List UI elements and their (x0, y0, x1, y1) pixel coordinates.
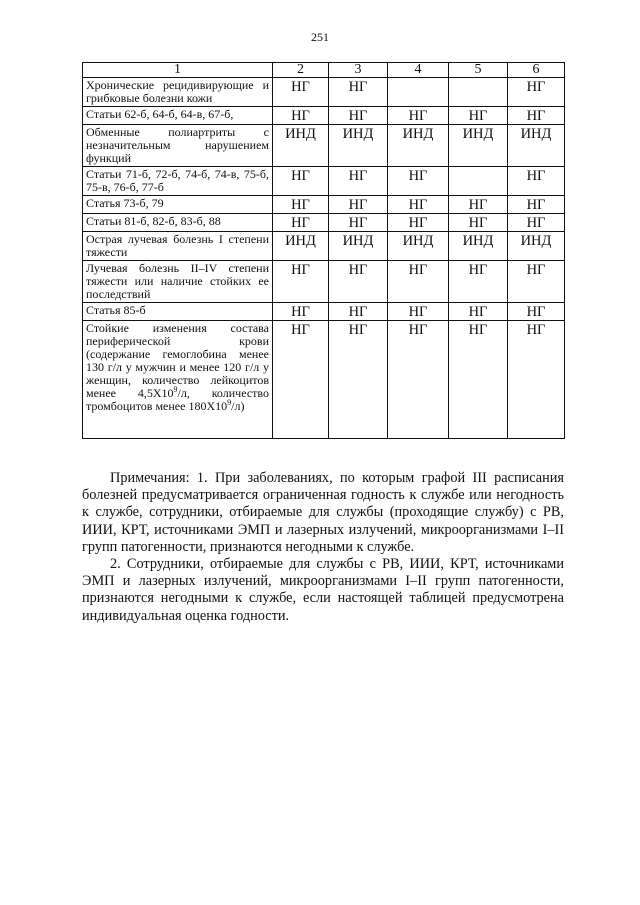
category-value: НГ (329, 78, 388, 107)
category-value: НГ (329, 196, 388, 214)
category-value: НГ (273, 214, 329, 232)
page-number: 251 (311, 30, 329, 44)
note-paragraph: 2. Сотрудники, отбираемые для службы с РВ, ИИИ, КРТ, источниками ЭМП и лазерных излучений, микроорганизмами I–II групп патогенности, признаются негодными к службе, если настоящей таблицей предусмотрена индивидуальная оценка годности. (82, 556, 564, 624)
category-value: ИНД (449, 232, 508, 261)
column-header: 4 (388, 63, 449, 78)
category-value: НГ (329, 321, 388, 439)
column-header: 1 (83, 63, 273, 78)
category-value: НГ (388, 321, 449, 439)
category-value: ИНД (508, 125, 565, 167)
category-value: НГ (329, 261, 388, 303)
disease-name: Лучевая болезнь II–IV степени тяжести или наличие стойких ее последствий (83, 261, 273, 303)
category-value: ИНД (388, 232, 449, 261)
table-row (83, 321, 565, 439)
table-row (83, 261, 565, 303)
category-value: НГ (508, 214, 565, 232)
category-value: НГ (273, 107, 329, 125)
fitness-table (82, 62, 565, 439)
category-value: НГ (329, 167, 388, 196)
category-value: НГ (273, 196, 329, 214)
category-value: НГ (273, 303, 329, 321)
category-value: НГ (388, 107, 449, 125)
disease-name: Статьи 71-б, 72-б, 74-б, 74-в, 75-б, 75-в, 76-б, 77-б (83, 167, 273, 196)
category-value: НГ (508, 261, 565, 303)
table-row (83, 125, 565, 167)
category-value: НГ (273, 321, 329, 439)
table-row (83, 167, 565, 196)
category-value: НГ (449, 196, 508, 214)
notes (82, 470, 564, 625)
category-value: НГ (508, 167, 565, 196)
disease-name: Обменные полиартриты с незначительным нарушением функций (83, 125, 273, 167)
table-row (83, 232, 565, 261)
category-value: НГ (508, 107, 565, 125)
category-value: НГ (388, 214, 449, 232)
category-value: НГ (329, 107, 388, 125)
category-value: НГ (508, 303, 565, 321)
category-value: НГ (449, 214, 508, 232)
disease-name: Статья 73-б, 79 (83, 196, 273, 214)
category-value: НГ (449, 303, 508, 321)
table-row (83, 78, 565, 107)
table-row (83, 214, 565, 232)
category-value: НГ (508, 321, 565, 439)
category-value: НГ (273, 261, 329, 303)
note-paragraph: Примечания: 1. При заболеваниях, по которым графой III расписания болезней предусматривается ограниченная годность к службе или негодность к службе, сотрудники, отбираемые для службы (проходящие службу) с РВ, ИИИ, КРТ, источниками ЭМП и лазерных излучений, микроорганизмами I–II групп патогенности, признаются негодными к службе. (82, 470, 564, 555)
category-value: НГ (329, 303, 388, 321)
category-value: НГ (508, 78, 565, 107)
disease-name: Статьи 81-б, 82-б, 83-б, 88 (83, 214, 273, 232)
category-value: НГ (388, 261, 449, 303)
column-header: 5 (449, 63, 508, 78)
category-value: НГ (329, 214, 388, 232)
category-value: НГ (388, 196, 449, 214)
category-value: ИНД (273, 232, 329, 261)
category-value: ИНД (388, 125, 449, 167)
column-header: 2 (273, 63, 329, 78)
table-row (83, 303, 565, 321)
disease-name: Статья 85-б (83, 303, 273, 321)
column-header: 3 (329, 63, 388, 78)
category-value: ИНД (508, 232, 565, 261)
category-value (388, 78, 449, 107)
category-value: НГ (449, 321, 508, 439)
table-row (83, 107, 565, 125)
category-value: ИНД (273, 125, 329, 167)
category-value: НГ (449, 261, 508, 303)
disease-name: Острая лучевая болезнь I степени тяжести (83, 232, 273, 261)
category-value: НГ (508, 196, 565, 214)
table-row (83, 196, 565, 214)
category-value: НГ (388, 167, 449, 196)
category-value: НГ (273, 78, 329, 107)
table-header-row (83, 63, 565, 78)
category-value: НГ (388, 303, 449, 321)
category-value (449, 167, 508, 196)
category-value (449, 78, 508, 107)
column-header: 6 (508, 63, 565, 78)
disease-name: Хронические рецидивирующие и грибковые болезни кожи (83, 78, 273, 107)
category-value: НГ (449, 107, 508, 125)
category-value: ИНД (329, 232, 388, 261)
disease-name: Стойкие изменения состава периферической крови (содержание гемоглобина менее 130 г/л у мужчин и менее 120 г/л у женщин, количество лейкоцитов менее $4,5Х10^9/л$, количество тромбоцитов менее $180Х10^9/л$) (83, 321, 273, 439)
category-value: НГ (273, 167, 329, 196)
category-value: ИНД (449, 125, 508, 167)
disease-name: Статьи 62-б, 64-б, 64-в, 67-б, (83, 107, 273, 125)
category-value: ИНД (329, 125, 388, 167)
